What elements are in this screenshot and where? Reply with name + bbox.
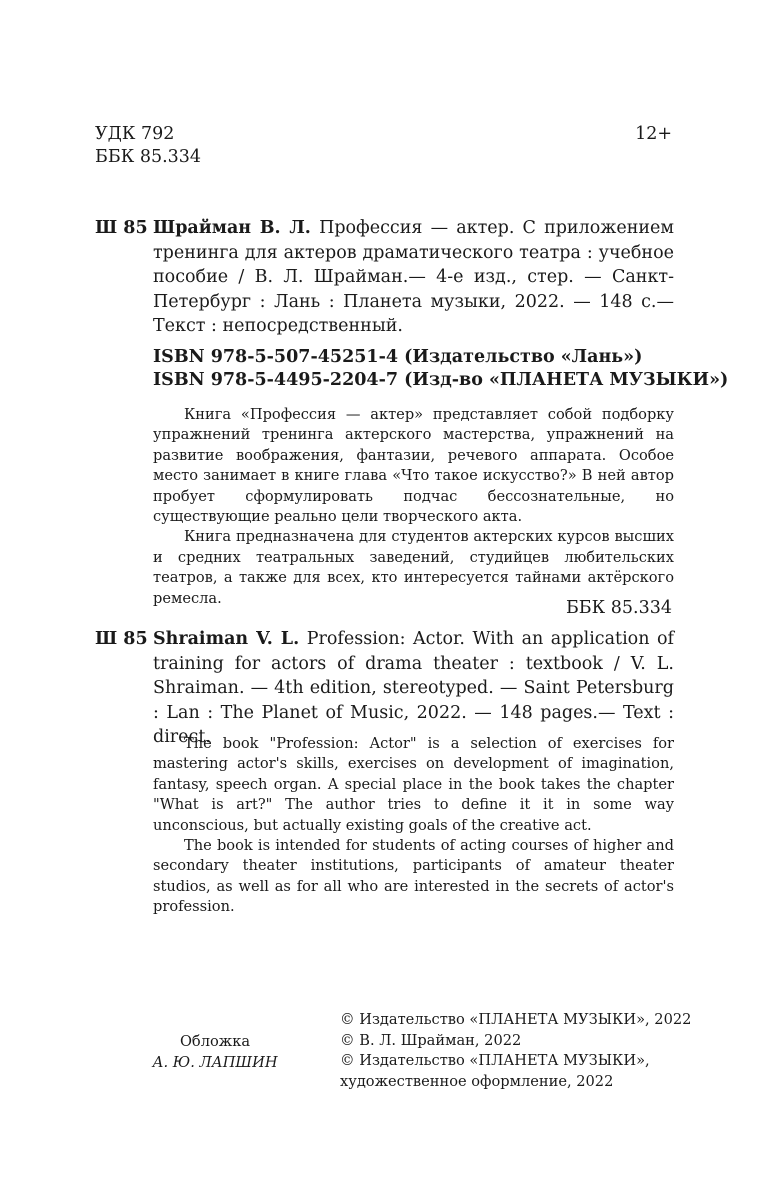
cover-credit bbox=[140, 1032, 290, 1073]
bbk-repeat: ББК 85.334 bbox=[565, 598, 672, 618]
copyright-line-2: © В. Л. Шрайман, 2022 bbox=[340, 1031, 522, 1049]
bbk-code: ББК 85.334 bbox=[95, 147, 202, 167]
copyright-line-1: © Издательство «ПЛАНЕТА МУЗЫКИ», 2022 bbox=[340, 1011, 692, 1028]
udk-code: УДК 792 bbox=[95, 124, 175, 144]
copyright-line-3: © Издательство «ПЛАНЕТА МУЗЫКИ», bbox=[340, 1052, 650, 1069]
en-entry-index: Ш 85 bbox=[95, 629, 148, 649]
ru-entry-author: Шрайман В. Л. bbox=[153, 218, 311, 238]
ru-entry-index: Ш 85 bbox=[95, 218, 148, 238]
isbn-lan: ISBN 978-5-507-45251-4 (Издательство «Лань») bbox=[153, 347, 643, 367]
en-abstract-paragraph-1: The book "Profession: Actor" is a selection of exercises for mastering actor's skills, exercises on development of imagination, fantasy, speech organ. A special place in the book takes the chapter "What is art?" The author tries to define it it in some way unconscious, but actually existing goals of the creative act. bbox=[153, 735, 674, 834]
en-entry-author: Shraiman V. L. bbox=[153, 629, 300, 649]
copyright-block bbox=[340, 1010, 691, 1092]
ru-abstract-paragraph-2: Книга предназначена для студентов актерских курсов высших и средних театральных заведений, студийцев любительских театров, а также для всех, кто интересуется тайнами актёрского ремесла. bbox=[153, 528, 674, 607]
ru-abstract-paragraph-1: Книга «Профессия — актер» представляет собой подборку упражнений тренинга актерского мастерства, упражнений на развитие воображения, фантазии, речевого аппарата. Особое место занимает в книге глава «Что такое искусство?» В ней автор пробует сформулировать подчас бессознательные, но существующие реально цели творческого акта. bbox=[153, 406, 674, 526]
ru-entry-text: Профессия — актер. С приложением тренинга для актеров драматического театра : учебное пособие / В. Л. Шрайман.— 4-е изд., стер. — Санкт-Петербург : Лань : Планета музыки, 2022. — 148 с.— Текст : непосредственный. bbox=[153, 218, 675, 336]
en-entry bbox=[153, 627, 674, 750]
isbn-planeta: ISBN 978-5-4495-2204-7 (Изд-во «ПЛАНЕТА МУЗЫКИ») bbox=[153, 370, 729, 390]
ru-abstract bbox=[153, 405, 674, 609]
age-rating: 12+ bbox=[635, 124, 672, 144]
cover-label: Обложка bbox=[179, 1033, 251, 1050]
cover-artist: А. Ю. ЛАПШИН bbox=[152, 1053, 278, 1071]
ru-entry bbox=[153, 216, 674, 339]
en-abstract bbox=[153, 734, 674, 918]
en-entry-text: Profession: Actor. With an application of training for actors of drama theater : textbook / V. L. Shraiman. — 4th edition, stereotyped. — Saint Petersburg : Lan : The Planet of Music, 2022. — 148 pages.— Text : direct. bbox=[153, 629, 674, 747]
copyright-line-4: художественное оформление, 2022 bbox=[340, 1072, 614, 1090]
en-abstract-paragraph-2: The book is intended for students of acting courses of higher and secondary theater institutions, participants of amateur theater studios, as well as for all who are interested in the secrets of actor's profession. bbox=[153, 837, 674, 916]
